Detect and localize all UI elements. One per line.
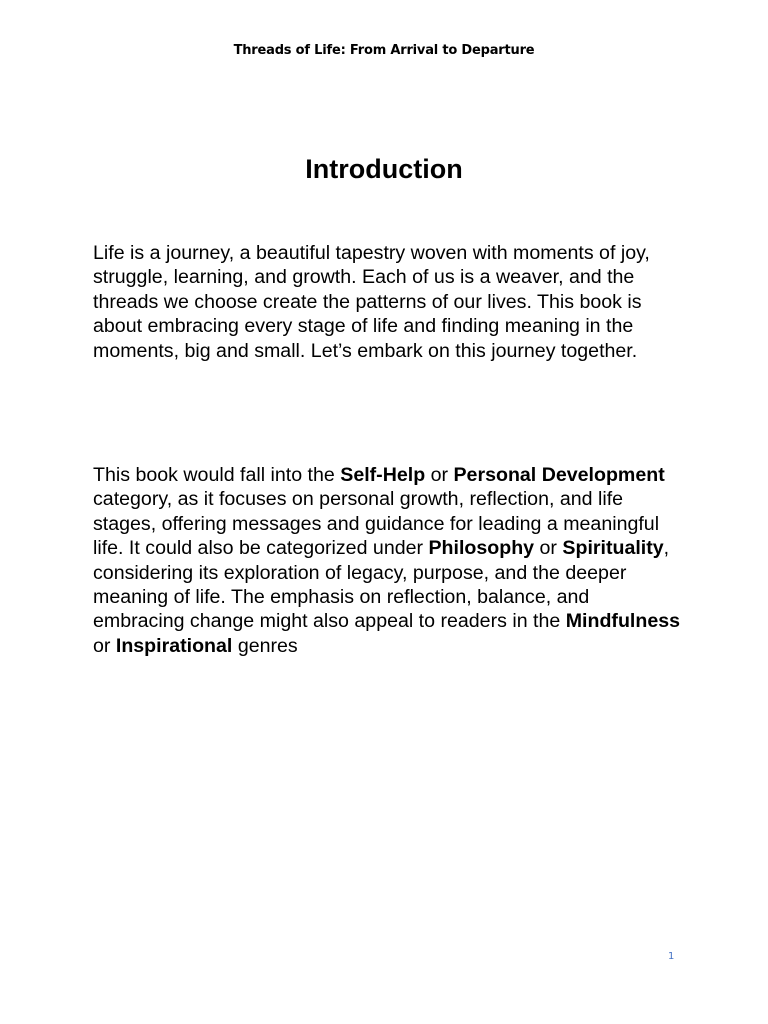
- text-segment: This book would fall into the: [93, 464, 341, 486]
- intro-paragraph: Life is a journey, a beautiful tapestry woven with moments of joy, struggle, learning, and growth. Each of us is a weaver, and the threads we choose create the patterns of our lives. This book is about embracing every stage of life and finding meaning in the moments, big and small. Let’s embark on this journey together.: [93, 242, 650, 362]
- page-number: 1: [668, 951, 675, 962]
- bold-term-personal-development: Personal Development: [453, 464, 665, 486]
- bold-term-self-help: Self-Help: [340, 464, 426, 486]
- running-header: Threads of Life: From Arrival to Departure: [233, 43, 535, 58]
- text-segment: genres: [232, 634, 298, 657]
- bold-term-philosophy: Philosophy: [428, 537, 535, 560]
- chapter-title: Introduction: [305, 154, 463, 184]
- bold-term-inspirational: Inspirational: [115, 634, 233, 657]
- text-segment: , considering its exploration of legacy, purpose, and the deeper meaning of life. The emphasis on reflection, balance, and embracing change might also appeal to readers in the: [93, 537, 670, 633]
- text-segment: or: [534, 537, 563, 560]
- text-segment: or: [425, 464, 454, 486]
- bold-term-mindfulness: Mindfulness: [565, 610, 681, 633]
- text-segment: category, as it focuses on personal growth, reflection, and life stages, offering messages and guidance for leading a meaningful life. It could also be categorized under: [93, 488, 660, 560]
- text-segment: or: [93, 634, 116, 657]
- category-paragraph: [93, 463, 683, 658]
- bold-term-spirituality: Spirituality: [562, 537, 664, 560]
